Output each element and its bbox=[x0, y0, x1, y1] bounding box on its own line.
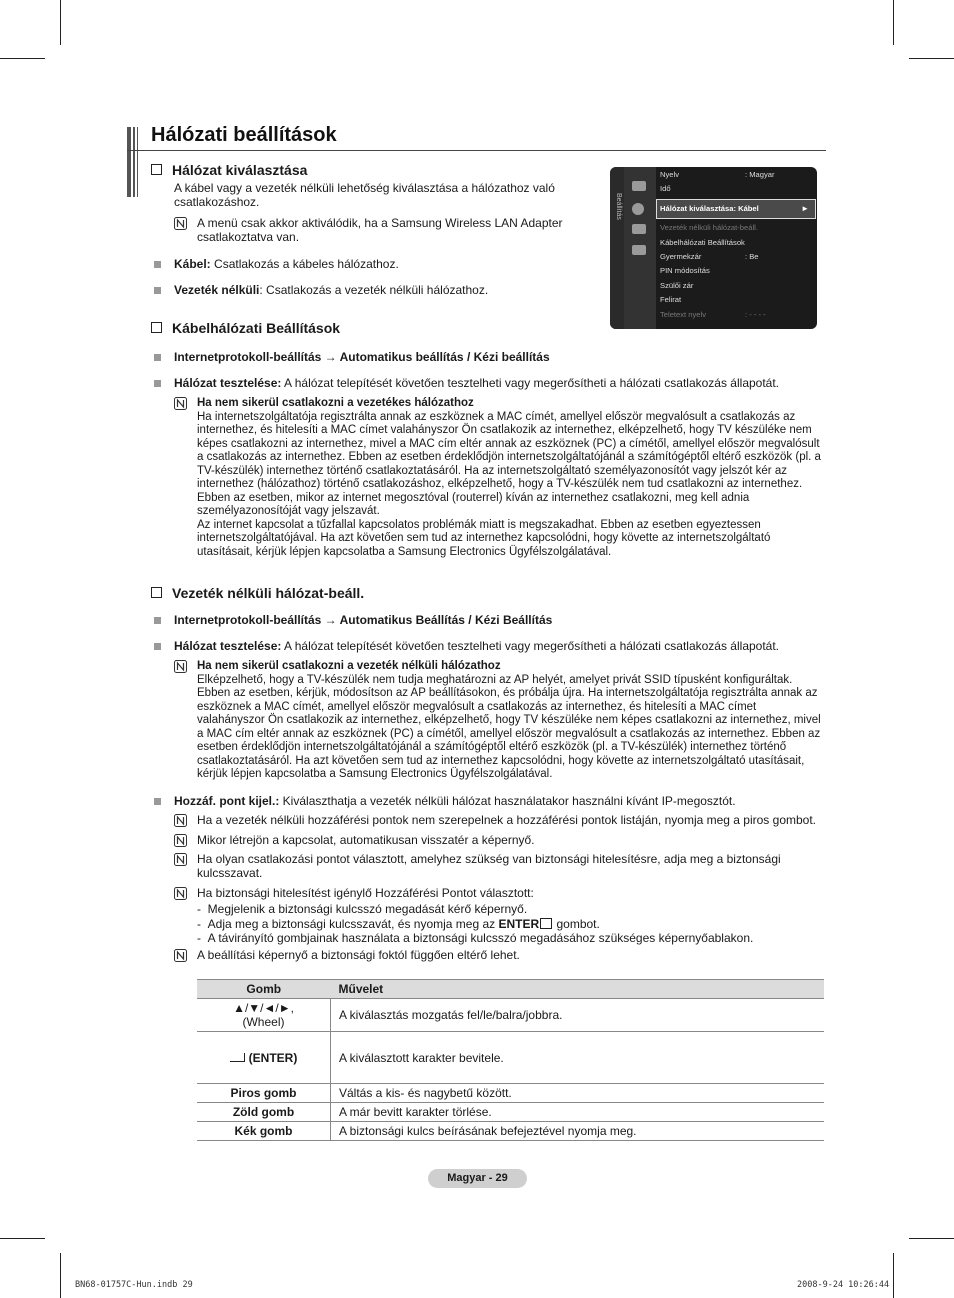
table-cell-key: ▲/▼/◄/►, (Wheel) bbox=[197, 999, 331, 1032]
note-icon bbox=[174, 217, 187, 230]
table-row bbox=[197, 1122, 824, 1141]
bullet-item: Internetprotokoll-beállítás → Automatikus Beállítás / Kézi Beállítás bbox=[174, 613, 553, 627]
table-row bbox=[197, 1103, 824, 1122]
picture-icon bbox=[632, 181, 646, 191]
crop-mark bbox=[60, 1253, 61, 1298]
table-cell-key: Piros gomb bbox=[197, 1084, 331, 1103]
table-cell-action: A már bevitt karakter törlése. bbox=[331, 1103, 825, 1122]
arrow-right-icon: ► bbox=[801, 204, 809, 213]
imprint-file: BN68-01757C-Hun.indb 29 bbox=[75, 1280, 193, 1290]
menu-item-child-lock[interactable]: Gyermekzár : Be bbox=[660, 252, 759, 261]
bullet-icon bbox=[154, 617, 161, 624]
note-text: A menü csak akkor aktiválódik, ha a Samsung Wireless LAN Adapter csatlakoztatva van. bbox=[197, 216, 563, 244]
gear-icon bbox=[632, 203, 644, 215]
input-icon bbox=[632, 224, 646, 234]
menu-item-network-select[interactable]: Hálózat kiválasztása: Kábel ► bbox=[656, 199, 816, 219]
enter-icon bbox=[540, 918, 552, 929]
section-heading-wired: Kábelhálózati Beállítások bbox=[151, 320, 340, 336]
bullet-item: Hozzáf. pont kijel.: Kiválaszthatja a vezeték nélküli hálózat használatakor használni kívánt IP-megosztót. bbox=[174, 794, 736, 808]
note-icon bbox=[174, 834, 187, 847]
bullet-item: Kábel: Csatlakozás a kábeles hálózathoz. bbox=[174, 257, 399, 271]
bullet-item: Hálózat tesztelése: A hálózat telepítését követően tesztelheti vagy megerősítheti a hálózati csatlakozás állapotát. bbox=[174, 639, 780, 653]
note-text: Mikor létrejön a kapcsolat, automatikusan visszatér a képernyő. bbox=[197, 833, 535, 847]
enter-icon bbox=[230, 1053, 245, 1062]
note-text: A beállítási képernyő a biztonsági foktól függően eltérő lehet. bbox=[197, 948, 520, 962]
crop-mark bbox=[0, 58, 45, 59]
bullet-item: Internetprotokoll-beállítás → Automatikus beállítás / Kézi beállítás bbox=[174, 350, 550, 364]
table-row bbox=[197, 1084, 824, 1103]
table-cell-action: A kiválasztott karakter bevitele. bbox=[331, 1032, 825, 1084]
tv-setup-menu bbox=[610, 167, 817, 329]
dash-item: - A távirányító gombjainak használata a biztonsági kulcsszó megadásához szükséges képernyőablakon. bbox=[197, 931, 754, 945]
section-heading-wireless: Vezeték nélküli hálózat-beáll. bbox=[151, 585, 364, 601]
table-cell-key: (ENTER) bbox=[197, 1032, 331, 1084]
dash-item: - Megjelenik a biztonsági kulcsszó megadását kérő képernyő. bbox=[197, 902, 528, 916]
crop-mark bbox=[60, 0, 61, 45]
note-block: Ha nem sikerül csatlakozni a vezetékes hálózathoz Ha internetszolgáltatója regisztrálta annak az eszköznek a MAC címét, amellyel először megvalósult a csatlakozás az internethez, és hitelesíti a MAC címet valahányszor Ön csatlakozik az internethez, elképzelhető, hogy TV készüléke nem képes csatlakozni az internethez, mivel a MAC cím eltér annak az eszköznek (PC) a címétől, amellyel először megvalósult a csatlakozás az internethez. Ebben az esetben érdeklődjön internetszolgáltatójánál a számítógéptől eltérő eszközök (pl. a TV-készülék) internethez történő csatlakoztatásáról. Ha az internetszolgáltató személyazonosítót vagy jelszót kér az internethez (hálózathoz) történő csatlakozáshoz, elképzelhető, hogy a TV-készülék nem tud csatlakozni az internethez. Ebben az esetben, mikor az internet megosztóval (routerrel) kíván az internethez csatlakozni, meg kell adnia személyazonosítóját vagy jelszavát. Az internet kapcsolat a tűzfallal kapcsolatos problémák miatt is megszakadhat. Ebben az esetben egyeztessen internetszolgáltatójával. Ha azt követően sem tud az internethez kapcsolódni, hogy követte az internetszolgáltató utasításait, kérjük lépjen kapcsolatba a Samsung Electronics Ügyfélszolgálatával. bbox=[197, 397, 821, 558]
menu-item-language[interactable]: Nyelv : Magyar bbox=[660, 170, 775, 179]
bullet-icon bbox=[154, 380, 161, 387]
menu-item-parental[interactable]: Szülői zár bbox=[660, 281, 694, 290]
note-block: Ha nem sikerül csatlakozni a vezeték nélküli hálózathoz Elképzelhető, hogy a TV-készülék nem tudja meghatározni az AP helyét, amelyet privát SSID típusként konfiguráltak. Ebben az esetben, kérjük, módosítson az AP beállításokon, és próbálja újra. Ha internetszolgáltatója regisztrálta annak az eszköznek a MAC címét, amellyel először megvalósult a csatlakozás az internethez, és hitelesíti a MAC címet valahányszor Ön csatlakozik az internethez, elképzelhető, hogy TV készüléke nem képes csatlakozni az internethez, mivel a MAC cím eltér annak az eszköznek (PC) a címétől, amellyel először megvalósult a csatlakozás az internethez. Ebben az esetben érdeklődjön internetszolgáltatójánál a számítógéptől eltérő eszközök (pl. a TV-készülék) internethez történő csatlakoztatásáról. Ha azt követően sem tud az internethez kapcsolódni, hogy követte az internetszolgáltató utasításait, kérjük lépjen kapcsolatba a Samsung Electronics Ügyfélszolgálatával. bbox=[197, 660, 821, 780]
note-icon bbox=[174, 853, 187, 866]
button-table bbox=[197, 979, 824, 1141]
table-row bbox=[197, 1032, 824, 1084]
paragraph: A kábel vagy a vezeték nélküli lehetőség kiválasztása a hálózathoz való csatlakozáshoz. bbox=[174, 181, 555, 209]
section-heading-network-select: Hálózat kiválasztása bbox=[151, 162, 307, 178]
crop-mark bbox=[893, 0, 894, 45]
table-cell-action: A kiválasztás mozgatás fel/le/balra/jobbra. bbox=[331, 999, 825, 1032]
note-text: Ha biztonsági hitelesítést igénylő Hozzáférési Pontot választott: bbox=[197, 886, 534, 900]
bullet-icon bbox=[154, 798, 161, 805]
table-row bbox=[197, 999, 824, 1032]
note-icon bbox=[174, 949, 187, 962]
bullet-icon bbox=[154, 354, 161, 361]
bullet-icon bbox=[154, 287, 161, 294]
dash-item: - Adja meg a biztonsági kulcsszavát, és nyomja meg az ENTER gombot. bbox=[197, 917, 600, 931]
bullet-icon bbox=[154, 643, 161, 650]
note-icon bbox=[174, 660, 187, 673]
crop-mark bbox=[0, 1238, 45, 1239]
note-icon bbox=[174, 397, 187, 410]
menu-item-pin[interactable]: PIN módosítás bbox=[660, 266, 710, 275]
menu-item-subtitle[interactable]: Felirat bbox=[660, 295, 682, 304]
note-text: Ha a vezeték nélküli hozzáférési pontok nem szerepelnek a hozzáférési pontok listáján, nyomja meg a piros gombot. bbox=[197, 813, 817, 827]
title-rule bbox=[127, 150, 826, 151]
bullet-item: Vezeték nélküli: Csatlakozás a vezeték nélküli hálózathoz. bbox=[174, 283, 489, 297]
menu-item-wireless[interactable]: Vezeték nélküli hálózat-beáll. bbox=[660, 223, 758, 232]
menu-item-wired[interactable]: Kábelhálózati Beállítások bbox=[660, 238, 745, 247]
note-icon bbox=[174, 814, 187, 827]
menu-item-teletext[interactable]: Teletext nyelv : - - - - bbox=[660, 310, 766, 319]
application-icon bbox=[632, 245, 646, 255]
crop-mark bbox=[909, 58, 954, 59]
table-cell-key: Zöld gomb bbox=[197, 1103, 331, 1122]
page-number: Magyar - 29 bbox=[428, 1169, 527, 1188]
table-header-cell: Művelet bbox=[331, 980, 825, 999]
menu-item-time[interactable]: Idő bbox=[660, 184, 671, 193]
imprint-date: 2008-9-24 10:26:44 bbox=[797, 1280, 890, 1290]
table-cell-action: Váltás a kis- és nagybetű között. bbox=[331, 1084, 825, 1103]
crop-mark bbox=[893, 1253, 894, 1298]
crop-mark bbox=[909, 1238, 954, 1239]
table-header bbox=[197, 980, 824, 999]
note-text: Ha olyan csatlakozási pontot választott, amelyhez szükség van biztonsági hitelesítésre, adja meg a biztonsági kulcsszavat. bbox=[197, 852, 781, 880]
table-header-cell: Gomb bbox=[197, 980, 331, 999]
note-icon bbox=[174, 887, 187, 900]
bullet-item: Hálózat tesztelése: A hálózat telepítését követően tesztelheti vagy megerősítheti a hálózati csatlakozás állapotát. bbox=[174, 376, 780, 390]
table-cell-action: A biztonsági kulcs beírásának befejeztével nyomja meg. bbox=[331, 1122, 825, 1141]
bullet-icon bbox=[154, 261, 161, 268]
page-title: Hálózati beállítások bbox=[151, 124, 337, 146]
menu-side-label: Beállítás bbox=[615, 193, 622, 220]
table-cell-key: Kék gomb bbox=[197, 1122, 331, 1141]
